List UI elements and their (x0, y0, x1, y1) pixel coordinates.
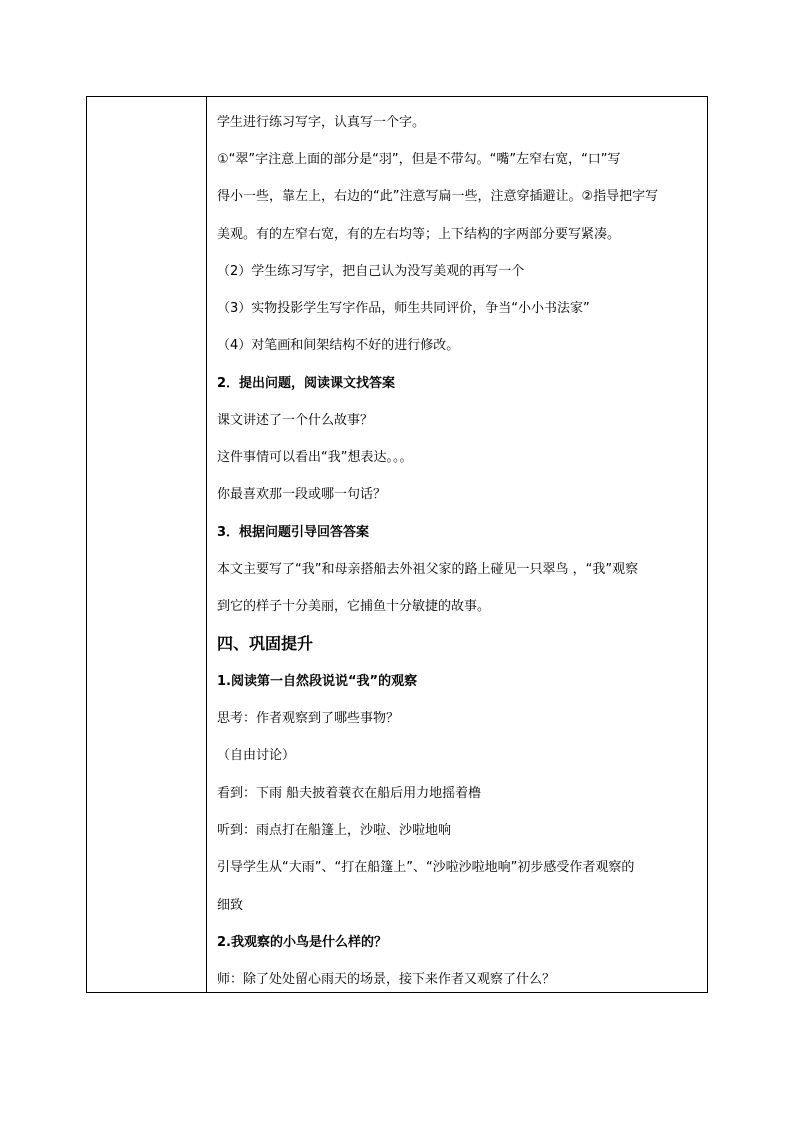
text-line: 师：除了处处留心雨天的场景，接下来作者又观察了什么？ (217, 972, 556, 987)
subheading: 2．提出问题，阅读课文找答案 (217, 376, 396, 391)
left-column (87, 97, 207, 992)
text-line: （3）实物投影学生写字作品，师生共同评价，争当“小小书法家” (217, 301, 590, 316)
text-line: 美观。有的左窄右宽，有的左右均等；上下结构的字两部分要写紧凑。 (217, 227, 621, 242)
text-line: 得小一些，靠左上，右边的“此”注意写扁一些，注意穿插避让。②指导把字写 (217, 189, 659, 204)
text-line: 听到：雨点打在船篷上，沙啦、沙啦地响 (217, 823, 452, 838)
text-line: 思考：作者观察到了哪些事物？ (217, 711, 400, 726)
subheading: 2.我观察的小鸟是什么样的？ (217, 935, 387, 950)
section-heading: 四、巩固提升 (217, 634, 314, 653)
text-line: 到它的样子十分美丽，它捕鱼十分敏捷的故事。 (217, 599, 491, 614)
text-line: （4）对笔画和间架结构不好的进行修改。 (217, 338, 460, 353)
text-line: 课文讲述了一个什么故事？ (217, 413, 374, 428)
text-line: 学生进行练习写字，认真写一个字。 (217, 115, 426, 130)
text-line: ①“翠”字注意上面的部分是“羽”，但是不带勾。“嘴”左窄右宽，“口”写 (217, 152, 621, 167)
text-line: （2）学生练习写字，把自己认为没写美观的再写一个 (217, 264, 525, 279)
subheading: 3．根据问题引导回答答案 (217, 525, 370, 540)
text-line: 你最喜欢那一段或哪一句话？ (217, 487, 387, 502)
text-line: 引导学生从“大雨”、“打在船篷上”、“沙啦沙啦地响”初步感受作者观察的 (217, 860, 635, 875)
lesson-table (86, 96, 708, 993)
text-line: 本文主要写了“我”和母亲搭船去外祖父家的路上碰见一只翠鸟 ，“我”观察 (217, 562, 639, 577)
text-line: （自由讨论） (217, 748, 296, 763)
text-line: 看到：下雨 船夫披着蓑衣在船后用力地摇着橹 (217, 786, 482, 801)
subheading: 1.阅读第一自然段说说“我”的观察 (217, 674, 418, 689)
text-line: 这件事情可以看出“我”想表达。。。 (217, 450, 413, 465)
text-line: 细致 (217, 898, 244, 913)
